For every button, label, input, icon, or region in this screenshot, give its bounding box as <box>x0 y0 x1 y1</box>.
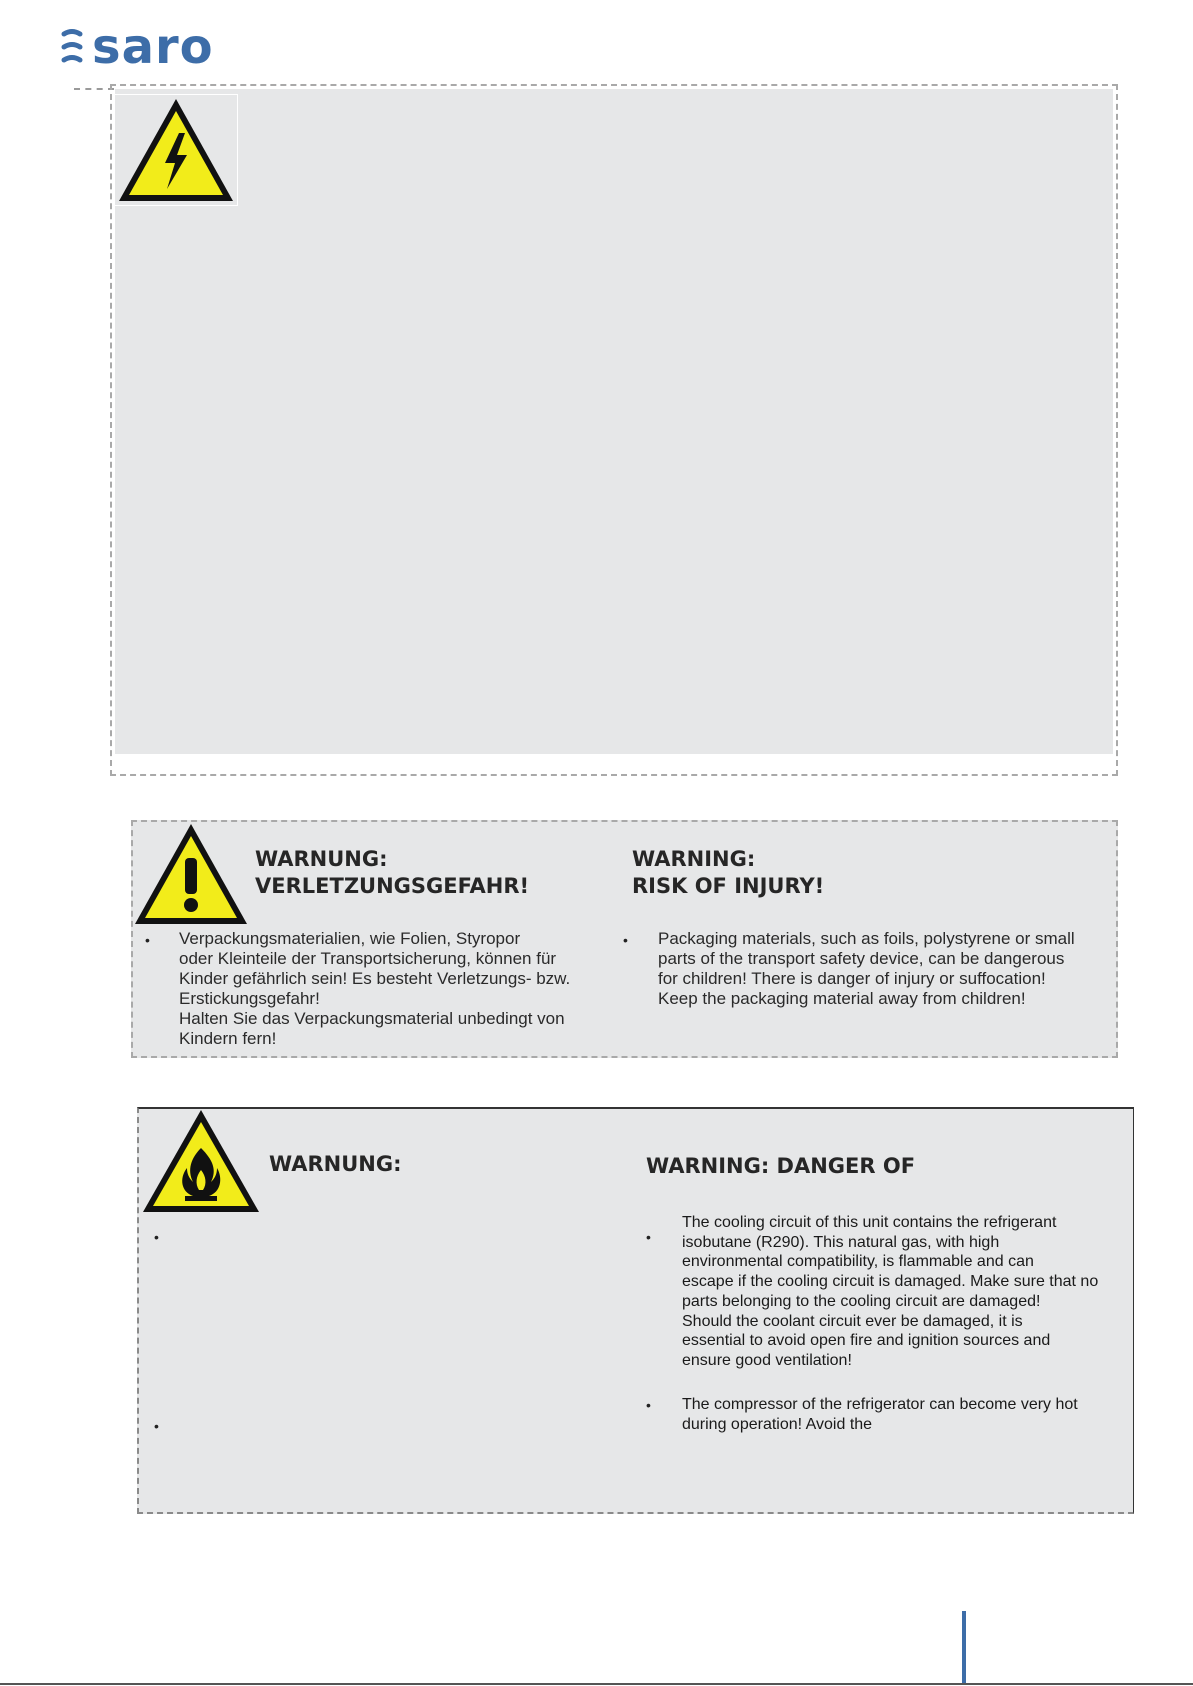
text-line: ensure good ventilation! <box>682 1351 852 1369</box>
flammable-en-item-2 <box>682 1395 1078 1434</box>
footer-rule <box>0 1683 1193 1685</box>
text-line: The compressor of the refrigerator can become very hot <box>682 1396 1078 1413</box>
logo-wordmark: saro <box>92 19 214 75</box>
text-line: during operation! Avoid the <box>682 1415 873 1433</box>
flammable-de-bullet-1: • <box>154 1229 159 1245</box>
flammable-en-bullet-1: • <box>646 1229 651 1245</box>
header-dash-line <box>74 88 114 90</box>
text-line: escape if the cooling circuit is damaged. Make sure that no <box>682 1273 1099 1291</box>
text-line: Kindern fern! <box>179 1029 277 1048</box>
text-line: essential to avoid open fire and ignition sources and <box>682 1332 1051 1350</box>
text-line: Packaging materials, such as foils, polystyrene or small <box>658 929 1075 948</box>
text-line: parts belonging to the cooling circuit are damaged! <box>682 1292 1041 1310</box>
electrical-warning-panel <box>115 89 1113 754</box>
flammable-warning-icon <box>141 1108 261 1214</box>
exclamation-warning-icon <box>133 822 249 926</box>
text-line: environmental compatibility, is flammable and can <box>682 1253 1034 1271</box>
injury-en-text <box>658 929 1075 1009</box>
text-line: Kinder gefährlich sein! Es besteht Verletzungs- bzw. <box>179 969 571 988</box>
text-line: Halten Sie das Verpackungsmaterial unbedingt von <box>179 1009 565 1028</box>
text-line: Should the coolant circuit ever be damaged, it is <box>682 1312 1023 1330</box>
page-marker <box>962 1611 966 1683</box>
injury-de-heading-2: VERLETZUNGSGEFAHR! <box>255 874 530 898</box>
injury-en-bullet: • <box>623 932 628 948</box>
flammable-en-bullet-2: • <box>646 1397 651 1413</box>
injury-de-text <box>179 929 570 1049</box>
electrical-warning-box <box>110 84 1118 776</box>
injury-en-heading-2: RISK OF INJURY! <box>632 874 825 898</box>
injury-de-bullet: • <box>145 932 150 948</box>
flammable-de-bullet-2: • <box>154 1418 159 1434</box>
flammable-en-item-1 <box>682 1213 1098 1371</box>
flammable-de-heading: WARNUNG: <box>269 1152 402 1176</box>
text-line: isobutane (R290). This natural gas, with high <box>682 1233 1000 1251</box>
text-line: oder Kleinteile der Transportsicherung, können für <box>179 949 557 968</box>
text-line: Keep the packaging material away from children! <box>658 989 1026 1008</box>
logo-mark-icon <box>60 28 84 66</box>
text-line: Erstickungsgefahr! <box>179 989 320 1008</box>
injury-en-heading-1: WARNING: <box>632 847 756 871</box>
text-line: parts of the transport safety device, can be dangerous <box>658 949 1065 968</box>
flammable-en-heading: WARNING: DANGER OF <box>646 1154 916 1178</box>
electrical-hazard-icon <box>114 94 238 206</box>
text-line: for children! There is danger of injury or suffocation! <box>658 969 1046 988</box>
injury-de-heading-1: WARNUNG: <box>255 847 388 871</box>
saro-logo <box>60 19 214 75</box>
text-line: The cooling circuit of this unit contains the refrigerant <box>682 1214 1057 1231</box>
text-line: Verpackungsmaterialien, wie Folien, Styropor <box>179 929 521 948</box>
